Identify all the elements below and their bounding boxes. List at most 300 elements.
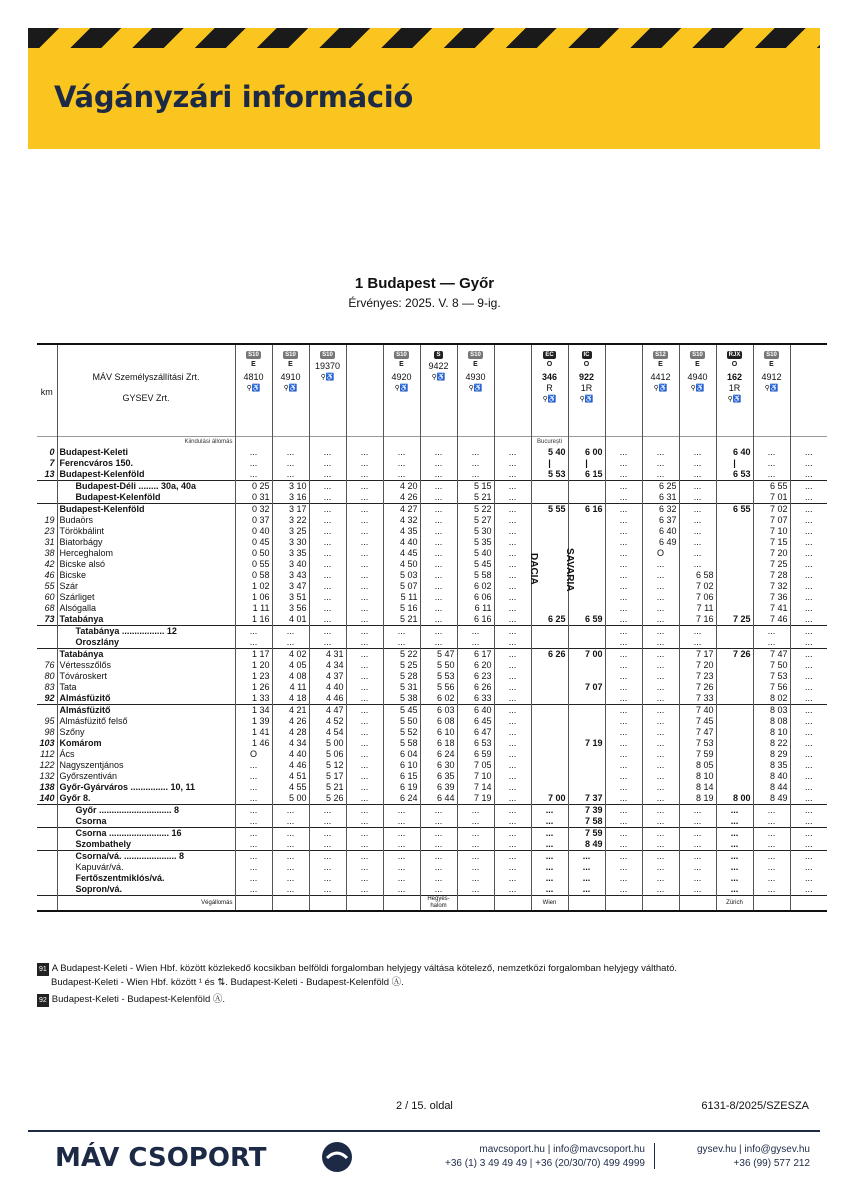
time-cell: ...: [383, 828, 420, 840]
time-cell: 6 25: [531, 614, 568, 626]
reservation-icon: 1R: [728, 383, 741, 393]
time-cell: 4 55: [272, 782, 309, 793]
time-cell: ...: [679, 458, 716, 469]
time-cell: [531, 626, 568, 638]
time-cell: ...: [494, 727, 531, 738]
time-cell: ...: [346, 805, 383, 817]
time-cell: ...: [679, 526, 716, 537]
time-cell: [568, 526, 605, 537]
header-banner: [28, 48, 820, 149]
time-cell: 7 26: [679, 682, 716, 693]
time-cell: ...: [235, 793, 272, 805]
km-value: 13: [44, 469, 55, 479]
hazard-stripe: [28, 28, 820, 48]
time-cell: [568, 603, 605, 614]
time-cell: 4 34: [309, 660, 346, 671]
mav-contact-web[interactable]: mavcsoport.hu | info@mavcsoport.hu: [479, 1144, 645, 1155]
time-cell: ...: [494, 749, 531, 760]
time-cell: ...: [605, 805, 642, 817]
time-cell: ...: [605, 862, 642, 873]
time-cell: ...: [420, 559, 457, 570]
time-cell: 6 10: [420, 727, 457, 738]
time-cell: ...: [642, 816, 679, 828]
time-cell: ...: [605, 504, 642, 516]
time-cell: [716, 782, 753, 793]
train-type-letter: E: [288, 361, 293, 368]
time-cell: ...: [272, 851, 309, 863]
km-value: [37, 626, 57, 638]
time-cell: [568, 771, 605, 782]
time-cell: ...: [753, 626, 790, 638]
time-cell: ...: [642, 749, 679, 760]
time-cell: 7 46: [753, 614, 790, 626]
time-cell: 7 02: [753, 504, 790, 516]
footer-divider: [28, 1130, 820, 1132]
time-cell: ...: [790, 559, 827, 570]
time-cell: ...: [494, 793, 531, 805]
time-cell: ...: [642, 447, 679, 458]
timetable-row: [37, 570, 827, 581]
time-cell: ...: [642, 782, 679, 793]
time-cell: 1 26: [235, 682, 272, 693]
time-cell: 5 21: [457, 492, 494, 504]
time-cell: 3 10: [272, 481, 309, 493]
time-cell: [716, 581, 753, 592]
time-cell: 7 10: [753, 526, 790, 537]
timetable-row: [37, 851, 827, 863]
time-cell: 4 28: [272, 727, 309, 738]
train-destination: [605, 896, 642, 912]
time-cell: ...: [642, 727, 679, 738]
time-cell: [531, 738, 568, 749]
time-cell: ...: [790, 828, 827, 840]
time-cell: ...: [494, 526, 531, 537]
time-cell: ...: [457, 469, 494, 481]
time-cell: ...: [790, 504, 827, 516]
time-cell: 1 41: [235, 727, 272, 738]
station-name: Győr 8.: [57, 793, 235, 805]
train-number: 19370: [314, 361, 341, 371]
time-cell: ...: [420, 805, 457, 817]
time-cell: 6 35: [420, 771, 457, 782]
time-cell: [568, 637, 605, 649]
train-category-badge: S10: [248, 352, 259, 358]
time-cell: ...: [679, 816, 716, 828]
time-cell: ...: [494, 614, 531, 626]
time-cell: 7 14: [457, 782, 494, 793]
time-cell: 7 41: [753, 603, 790, 614]
bike-accessible-icon: ⚲♿: [394, 385, 409, 392]
time-cell: ...: [790, 526, 827, 537]
time-cell: ...: [790, 682, 827, 693]
time-cell: ...: [383, 469, 420, 481]
km-value: 38: [44, 548, 55, 558]
time-cell: ...: [494, 862, 531, 873]
time-cell: ...: [790, 637, 827, 649]
time-cell: ...: [457, 828, 494, 840]
time-cell: ...: [309, 603, 346, 614]
time-cell: ...: [642, 682, 679, 693]
time-cell: ...: [753, 458, 790, 469]
time-cell: ...: [457, 447, 494, 458]
time-cell: [568, 492, 605, 504]
time-cell: ...: [642, 793, 679, 805]
time-cell: ...: [605, 738, 642, 749]
time-cell: ...: [272, 839, 309, 851]
train-type-letter: O: [546, 361, 553, 368]
time-cell: ...: [605, 816, 642, 828]
time-cell: ...: [494, 447, 531, 458]
time-cell: 1 20: [235, 660, 272, 671]
train-header: [346, 344, 383, 437]
timetable-row: [37, 559, 827, 570]
time-cell: ...: [494, 559, 531, 570]
km-value: 95: [44, 716, 55, 726]
time-cell: ...: [235, 805, 272, 817]
station-name: Budapest-Kelenföld: [57, 492, 235, 504]
time-cell: ...: [346, 660, 383, 671]
time-cell: [716, 548, 753, 559]
train-number: 4930: [465, 372, 486, 382]
timetable-row: [37, 828, 827, 840]
time-cell: [716, 637, 753, 649]
train-number: 922: [578, 372, 595, 382]
train-category-badge: S10: [322, 352, 333, 358]
time-cell: ...: [346, 492, 383, 504]
time-cell: ...: [790, 851, 827, 863]
time-cell: 6 40: [642, 526, 679, 537]
train-header: [494, 344, 531, 437]
time-cell: ...: [383, 816, 420, 828]
time-cell: ...: [457, 816, 494, 828]
time-cell: ...: [383, 458, 420, 469]
train-category-badge: S10: [766, 352, 777, 358]
time-cell: [531, 716, 568, 727]
time-cell: ...: [494, 660, 531, 671]
time-cell: 4 20: [383, 481, 420, 493]
timetable-row: [37, 626, 827, 638]
timetable-row: [37, 504, 827, 516]
time-cell: ...: [568, 884, 605, 896]
time-cell: ...: [790, 447, 827, 458]
train-category-badge: S12: [655, 352, 666, 358]
time-cell: ...: [605, 481, 642, 493]
train-type-letter: E: [473, 361, 478, 368]
time-cell: ...: [457, 458, 494, 469]
train-origin: [346, 437, 383, 448]
time-cell: 7 15: [753, 537, 790, 548]
operators-header: [57, 344, 235, 437]
station-name: Oroszlány: [57, 637, 235, 649]
time-cell: ...: [235, 884, 272, 896]
time-cell: ...: [309, 851, 346, 863]
train-type-letter: E: [251, 361, 256, 368]
time-cell: ...: [642, 771, 679, 782]
time-cell: 1 34: [235, 705, 272, 717]
time-cell: ...: [309, 570, 346, 581]
time-cell: ...: [531, 816, 568, 828]
time-cell: 0 25: [235, 481, 272, 493]
time-cell: ...: [457, 626, 494, 638]
time-cell: ...: [420, 626, 457, 638]
time-cell: ...: [753, 851, 790, 863]
time-cell: 6 20: [457, 660, 494, 671]
time-cell: ...: [790, 793, 827, 805]
time-cell: 6 17: [457, 649, 494, 661]
time-cell: 6 06: [457, 592, 494, 603]
time-cell: ...: [494, 581, 531, 592]
time-cell: [716, 570, 753, 581]
time-cell: 7 25: [753, 559, 790, 570]
km-value: [37, 862, 57, 873]
time-cell: ...: [383, 873, 420, 884]
time-cell: ...: [642, 805, 679, 817]
train-header: [642, 344, 679, 437]
station-name: Budapest-Déli ........ 30a, 40a: [57, 481, 235, 493]
time-cell: 4 34: [272, 738, 309, 749]
time-cell: ...: [642, 693, 679, 705]
train-origin: [790, 437, 827, 448]
time-cell: ...: [605, 559, 642, 570]
time-cell: ...: [642, 603, 679, 614]
time-cell: ...: [346, 693, 383, 705]
time-cell: ...: [494, 515, 531, 526]
time-cell: 8 10: [753, 727, 790, 738]
train-header: [383, 344, 420, 437]
time-cell: ...: [642, 716, 679, 727]
km-value: 83: [44, 682, 55, 692]
time-cell: ...: [346, 705, 383, 717]
station-name: Sopron/vá.: [57, 884, 235, 896]
time-cell: ...: [383, 839, 420, 851]
time-cell: ...: [494, 548, 531, 559]
time-cell: 3 17: [272, 504, 309, 516]
time-cell: 0 31: [235, 492, 272, 504]
km-value: 112: [40, 749, 55, 759]
bike-accessible-icon: ⚲♿: [579, 396, 594, 403]
time-cell: [568, 716, 605, 727]
time-cell: ...: [605, 447, 642, 458]
time-cell: ...: [790, 626, 827, 638]
time-cell: ...: [790, 862, 827, 873]
km-value: [37, 705, 57, 717]
reservation-icon: 1R: [580, 383, 593, 393]
time-cell: 1 33: [235, 693, 272, 705]
time-cell: 6 33: [457, 693, 494, 705]
time-cell: ...: [605, 828, 642, 840]
time-cell: ...: [420, 862, 457, 873]
time-cell: 4 26: [383, 492, 420, 504]
time-cell: ...: [531, 851, 568, 863]
time-cell: ...: [642, 649, 679, 661]
time-cell: ...: [420, 447, 457, 458]
time-cell: |: [568, 458, 605, 469]
time-cell: 0 50: [235, 548, 272, 559]
time-cell: ...: [383, 805, 420, 817]
time-cell: 6 31: [642, 492, 679, 504]
time-cell: ...: [494, 469, 531, 481]
km-value: 98: [44, 727, 55, 737]
mav-contact-phone: +36 (1) 3 49 49 49 | +36 (20/30/70) 499 4999: [445, 1158, 645, 1169]
time-cell: ...: [494, 705, 531, 717]
time-cell: 3 16: [272, 492, 309, 504]
time-cell: 4 40: [309, 682, 346, 693]
time-cell: 8 35: [753, 760, 790, 771]
bike-accessible-icon: ⚲♿: [246, 385, 261, 392]
time-cell: 6 45: [457, 716, 494, 727]
time-cell: 7 23: [679, 671, 716, 682]
station-name: Budapest-Keleti: [57, 447, 235, 458]
time-cell: 1 23: [235, 671, 272, 682]
time-cell: ...: [235, 760, 272, 771]
time-cell: ...: [605, 469, 642, 481]
time-cell: [716, 771, 753, 782]
station-name: Szárliget: [57, 592, 235, 603]
time-cell: [716, 749, 753, 760]
station-name: Almásfüzitő: [57, 705, 235, 717]
time-cell: 3 30: [272, 537, 309, 548]
time-cell: 5 00: [272, 793, 309, 805]
time-cell: [716, 492, 753, 504]
time-cell: ...: [309, 458, 346, 469]
time-cell: ...: [346, 851, 383, 863]
time-cell: 7 37: [568, 793, 605, 805]
time-cell: ...: [790, 705, 827, 717]
timetable-row: [37, 492, 827, 504]
train-type-letter: E: [769, 361, 774, 368]
time-cell: ...: [679, 481, 716, 493]
time-cell: 7 00: [568, 649, 605, 661]
time-cell: ...: [309, 805, 346, 817]
time-cell: 4 46: [272, 760, 309, 771]
station-name: Törökbálint: [57, 526, 235, 537]
time-cell: ...: [346, 839, 383, 851]
time-cell: ...: [790, 458, 827, 469]
time-cell: ...: [346, 548, 383, 559]
time-cell: ...: [679, 559, 716, 570]
time-cell: ...: [272, 862, 309, 873]
time-cell: ...: [346, 793, 383, 805]
timetable-row: [37, 793, 827, 805]
time-cell: [716, 603, 753, 614]
time-cell: ...: [309, 828, 346, 840]
time-cell: 8 49: [568, 839, 605, 851]
time-cell: 4 46: [309, 693, 346, 705]
time-cell: [531, 492, 568, 504]
time-cell: 6 40: [716, 447, 753, 458]
time-cell: [531, 671, 568, 682]
time-cell: 4 05: [272, 660, 309, 671]
time-cell: 5 03: [383, 570, 420, 581]
time-cell: 5 26: [309, 793, 346, 805]
time-cell: 7 00: [531, 793, 568, 805]
time-cell: ...: [235, 828, 272, 840]
time-cell: 6 03: [420, 705, 457, 717]
time-cell: ...: [679, 828, 716, 840]
time-cell: 3 47: [272, 581, 309, 592]
timetable-row: [37, 760, 827, 771]
bike-accessible-icon: ⚲♿: [690, 385, 705, 392]
time-cell: |: [531, 458, 568, 469]
time-cell: ...: [494, 828, 531, 840]
time-cell: ...: [790, 603, 827, 614]
time-cell: 7 47: [679, 727, 716, 738]
footnotes: [37, 962, 677, 1007]
station-name: Csorna ........................ 16: [57, 828, 235, 840]
train-destination: [494, 896, 531, 912]
time-cell: 7 10: [457, 771, 494, 782]
time-cell: ...: [716, 828, 753, 840]
time-cell: ...: [420, 481, 457, 493]
time-cell: ...: [605, 793, 642, 805]
time-cell: 6 25: [642, 481, 679, 493]
time-cell: 4 01: [272, 614, 309, 626]
time-cell: ...: [494, 816, 531, 828]
train-header: [605, 344, 642, 437]
operator-mav: MÁV Személyszállítási Zrt.: [92, 372, 200, 382]
time-cell: 5 53: [420, 671, 457, 682]
station-name: Győr ............................. 8: [57, 805, 235, 817]
time-cell: 6 59: [568, 614, 605, 626]
time-cell: ...: [642, 873, 679, 884]
time-cell: 8 44: [753, 782, 790, 793]
time-cell: 5 45: [383, 705, 420, 717]
time-cell: 7 25: [716, 614, 753, 626]
time-cell: 7 28: [753, 570, 790, 581]
train-origin: [309, 437, 346, 448]
time-cell: ...: [272, 469, 309, 481]
time-cell: 8 40: [753, 771, 790, 782]
footnote-92: 92 Budapest-Keleti - Budapest-Kelenföld Ⓐ.: [39, 994, 226, 1005]
time-cell: 5 53: [531, 469, 568, 481]
time-cell: ...: [716, 884, 753, 896]
time-cell: [531, 537, 568, 548]
time-cell: 0 40: [235, 526, 272, 537]
time-cell: ...: [420, 637, 457, 649]
time-cell: ...: [642, 851, 679, 863]
train-destination: Hegyes-halom: [420, 896, 457, 912]
time-cell: 5 22: [457, 504, 494, 516]
gysev-contact-web[interactable]: gysev.hu | info@gysev.hu: [697, 1144, 810, 1155]
train-origin: [716, 437, 753, 448]
time-cell: ...: [642, 839, 679, 851]
time-cell: ...: [383, 851, 420, 863]
train-header: [753, 344, 790, 437]
timetable-row: [37, 749, 827, 760]
time-cell: [531, 592, 568, 603]
time-cell: ...: [420, 592, 457, 603]
train-destination: [272, 896, 309, 912]
train-number: 4912: [761, 372, 782, 382]
train-origin: [568, 437, 605, 448]
operator-gysev: GYSEV Zrt.: [122, 393, 170, 403]
train-destination: Wien: [531, 896, 568, 912]
time-cell: ...: [272, 805, 309, 817]
timetable-row: [37, 705, 827, 717]
time-cell: ...: [494, 693, 531, 705]
time-cell: 0 37: [235, 515, 272, 526]
time-cell: 6 15: [383, 771, 420, 782]
time-cell: ...: [494, 851, 531, 863]
time-cell: ...: [272, 458, 309, 469]
time-cell: 7 17: [679, 649, 716, 661]
timetable-row: [37, 873, 827, 884]
time-cell: [531, 603, 568, 614]
time-cell: ...: [420, 603, 457, 614]
time-cell: ...: [679, 492, 716, 504]
time-cell: ...: [346, 570, 383, 581]
time-cell: 5 21: [383, 614, 420, 626]
